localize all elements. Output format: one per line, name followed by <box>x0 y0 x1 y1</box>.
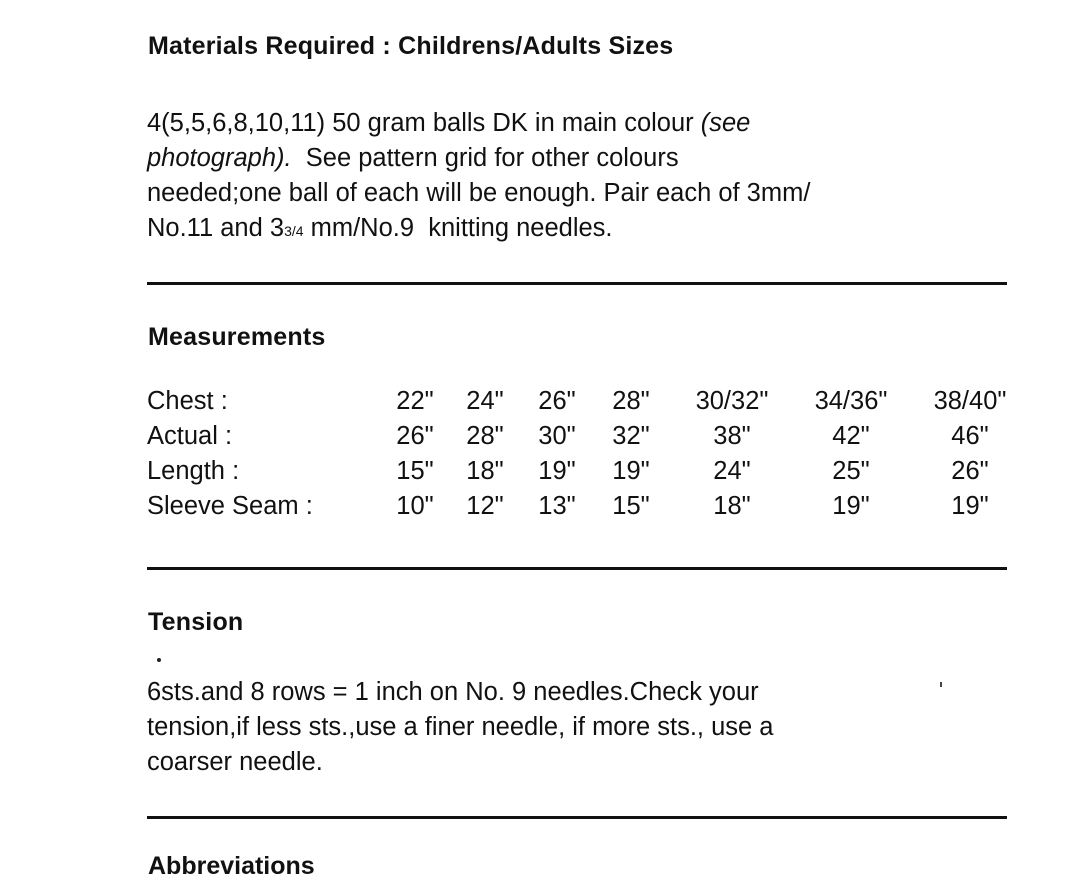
measurement-value: 46" <box>951 422 989 450</box>
print-speck <box>157 658 161 662</box>
measurement-value: 19" <box>832 492 870 520</box>
measurement-value: 13" <box>538 492 576 520</box>
materials-line-2: photograph). See pattern grid for other colours <box>147 144 679 172</box>
measurement-value: 25" <box>832 457 870 485</box>
print-speck-2 <box>940 682 942 687</box>
tension-line-3: coarser needle. <box>147 748 323 776</box>
measurements-heading: Measurements <box>148 323 326 351</box>
materials-heading: Materials Required : Childrens/Adults Sizes <box>148 32 674 60</box>
materials-line-3: needed;one ball of each will be enough. Pair each of 3mm/ <box>147 179 811 207</box>
measurement-value: 32" <box>612 422 650 450</box>
measurement-value: 28" <box>466 422 504 450</box>
measurement-value: 24" <box>466 387 504 415</box>
measurement-value: 19" <box>612 457 650 485</box>
divider-3 <box>147 816 1007 819</box>
divider-1 <box>147 282 1007 285</box>
measurement-value: 28" <box>612 387 650 415</box>
tension-heading: Tension <box>148 608 244 636</box>
measurement-value: 38" <box>713 422 751 450</box>
tension-line-2: tension,if less sts.,use a finer needle, if more sts., use a <box>147 713 774 741</box>
measurement-value: 38/40" <box>933 387 1007 415</box>
tension-text <box>147 675 773 780</box>
measurement-value: 15" <box>612 492 650 520</box>
measurement-value: 26" <box>951 457 989 485</box>
measurement-value: 15" <box>396 457 434 485</box>
materials-text <box>147 106 810 249</box>
measurement-value: 22" <box>396 387 434 415</box>
measurement-label: Actual : <box>147 422 233 450</box>
measurement-value: 10" <box>396 492 434 520</box>
measurement-value: 30" <box>538 422 576 450</box>
measurement-value: 19" <box>538 457 576 485</box>
measurement-value: 30/32" <box>695 387 769 415</box>
measurement-value: 34/36" <box>814 387 888 415</box>
materials-line-1: 4(5,5,6,8,10,11) 50 gram balls DK in main colour (see <box>147 109 751 137</box>
fraction-three-quarters: 3/4 <box>284 223 304 239</box>
measurement-value: 18" <box>466 457 504 485</box>
measurement-label: Chest : <box>147 387 228 415</box>
measurement-value: 18" <box>713 492 751 520</box>
measurement-value: 24" <box>713 457 751 485</box>
measurement-value: 19" <box>951 492 989 520</box>
tension-line-1: 6sts.and 8 rows = 1 inch on No. 9 needles.Check your <box>147 678 759 706</box>
materials-line-4: No.11 and 33/4 mm/No.9 knitting needles. <box>147 214 613 242</box>
measurement-value: 42" <box>832 422 870 450</box>
measurement-label: Sleeve Seam : <box>147 492 313 520</box>
measurement-value: 12" <box>466 492 504 520</box>
measurement-value: 26" <box>538 387 576 415</box>
abbreviations-heading: Abbreviations <box>148 852 315 880</box>
measurement-value: 26" <box>396 422 434 450</box>
divider-2 <box>147 567 1007 570</box>
measurement-label: Length : <box>147 457 240 485</box>
